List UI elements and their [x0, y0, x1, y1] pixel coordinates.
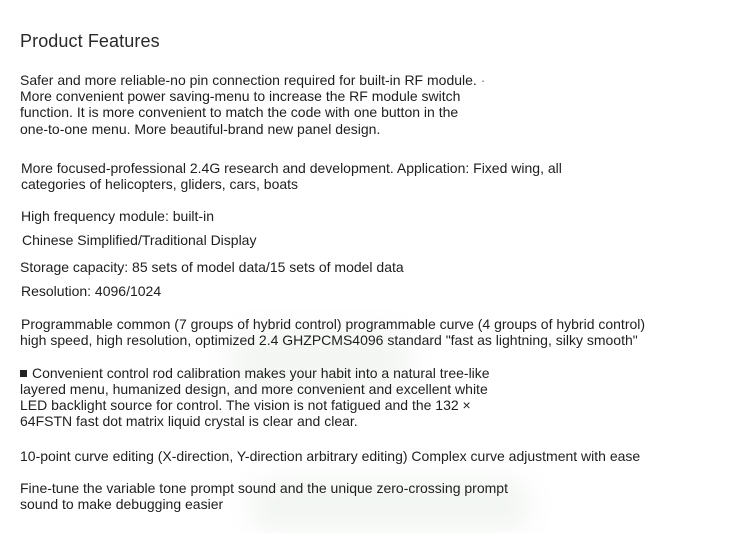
feature-text: Convenient control rod calibration makes your habit into a natural tree-like [32, 365, 490, 381]
feature-line [20, 365, 490, 382]
feature-line [20, 72, 485, 89]
spec-hf-module: High frequency module: built-in [21, 208, 214, 224]
spec-resolution: Resolution: 4096/1024 [21, 283, 162, 299]
spec-display: Chinese Simplified/Traditional Display [22, 232, 257, 248]
square-bullet-icon [20, 370, 27, 377]
feature-line: categories of helicopters, gliders, cars, boats [21, 176, 299, 192]
feature-line: sound to make debugging easier [20, 496, 224, 512]
feature-line: LED backlight source for control. The vision is not fatigued and the 132 × [20, 397, 471, 413]
feature-text: Safer and more reliable-no pin connection required for built-in RF module. [20, 72, 477, 88]
feature-line: layered menu, humanized design, and more convenient and excellent white [20, 381, 488, 397]
feature-line: Fine-tune the variable tone prompt sound and the unique zero-crossing prompt [20, 480, 508, 496]
feature-line: high speed, high resolution, optimized 2.4 GHZPCMS4096 standard "fast as lightning, silky smooth" [20, 332, 638, 348]
feature-line: Programmable common (7 groups of hybrid control) programmable curve (4 groups of hybrid control) [21, 316, 646, 332]
feature-line: 64FSTN fast dot matrix liquid crystal is clear and clear. [20, 413, 358, 429]
spec-storage: Storage capacity: 85 sets of model data/15 sets of model data [20, 259, 404, 275]
dot-mark: · [480, 72, 486, 88]
feature-line: More focused-professional 2.4G research and development. Application: Fixed wing, all [21, 160, 562, 176]
page-title: Product Features [20, 31, 160, 51]
feature-line: one-to-one menu. More beautiful-brand new panel design. [20, 121, 381, 137]
feature-curve-editing: 10-point curve editing (X-direction, Y-direction arbitrary editing) Complex curve adjustment with ease [20, 448, 641, 464]
feature-line: More convenient power saving-menu to increase the RF module switch [20, 88, 461, 104]
feature-line: function. It is more convenient to match the code with one button in the [20, 104, 459, 120]
